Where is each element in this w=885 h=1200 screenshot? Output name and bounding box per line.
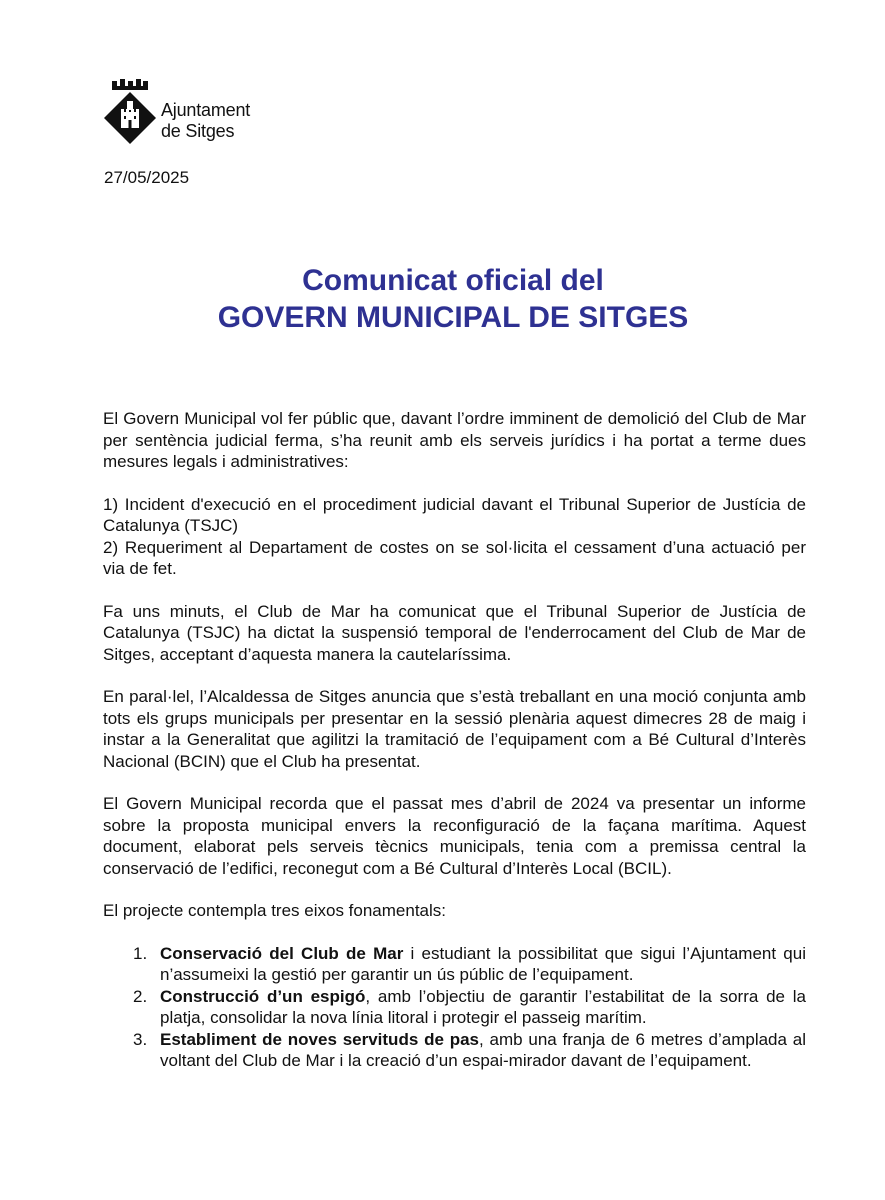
list-item-text: , amb una franja de 6 metres d’amplada al voltant del Club de Mar i la creació d’un espai-mirador davant de l’equipament. — [160, 1029, 806, 1070]
list-item — [103, 1029, 806, 1072]
informe-paragraph: El Govern Municipal recorda que el passat mes d’abril de 2024 va presentar un informe sobre la proposta municipal envers la reconfiguració de la façana marítima. Aquest document, elaborat pels serveis tècnics municipals, tenia com a premissa central la conservació de l’edifici, reconegut com a Bé Cultural d’Interès Local (BCIL). — [103, 794, 806, 878]
mocio-paragraph: En paral·lel, l’Alcaldessa de Sitges anuncia que s’està treballant en una moció conjunta amb tots els grups municipals per presentar en la sessió plenària aquest dimecres 28 de maig i instar a la Generalitat que agilitzi la tramitació de l’equipament com a Bé Cultural d’Interès Nacional (BCIN) que el Club ha presentat. — [103, 687, 806, 771]
list-item — [103, 986, 806, 1029]
document-body — [103, 408, 806, 1072]
sitges-coat-of-arms-icon — [104, 79, 158, 147]
title-line-2: GOVERN MUNICIPAL DE SITGES — [217, 301, 689, 334]
tsjc-paragraph: Fa uns minuts, el Club de Mar ha comunicat que el Tribunal Superior de Justícia de Catalunya (TSJC) ha dictat la suspensió temporal de l'enderrocament del Club de Mar de Sitges, acceptant d’aquesta manera la cautelaríssima. — [103, 601, 806, 664]
list-item-bold: Conservació del Club de Mar — [160, 943, 404, 963]
list-item-bold: Establiment de noves servituds de pas — [160, 1029, 479, 1049]
measure-2: 2) Requeriment al Departament de costes on se sol·licita el cessament d’una actuació per via de fet. — [103, 537, 806, 578]
title-line-1: Comunicat oficial del — [302, 264, 604, 297]
measure-1: 1) Incident d'execució en el procediment judicial davant el Tribunal Superior de Justícia de Catalunya (TSJC) — [103, 494, 806, 535]
list-item-number: 2. — [133, 986, 148, 1006]
list-item-number: 1. — [133, 943, 148, 963]
ajuntament-logo — [104, 79, 264, 147]
axes-intro: El projecte contempla tres eixos fonamentals: — [103, 901, 447, 920]
list-item-number: 3. — [133, 1029, 148, 1049]
list-item-bold: Construcció d’un espigó — [160, 986, 366, 1006]
document-date: 27/05/2025 — [104, 168, 190, 187]
list-item-text: , amb l’objectiu de garantir l’estabilitat de la sorra de la platja, consolidar la nova línia litoral i protegir el passeig marítim. — [160, 986, 806, 1027]
intro-paragraph: El Govern Municipal vol fer públic que, davant l’ordre imminent de demolició del Club de Mar per sentència judicial ferma, s’ha reunit amb els serveis jurídics i ha portat a terme dues mesures legals i administratives: — [103, 409, 806, 471]
axes-list — [103, 943, 806, 1072]
list-item-text: i estudiant la possibilitat que sigui l’Ajuntament qui n’assumeixi la gestió per garantir un ús públic de l’equipament. — [160, 943, 806, 984]
org-name-line1: Ajuntament — [161, 100, 251, 120]
list-item — [103, 943, 806, 986]
page-title — [0, 262, 885, 336]
org-name-line2: de Sitges — [161, 121, 235, 141]
